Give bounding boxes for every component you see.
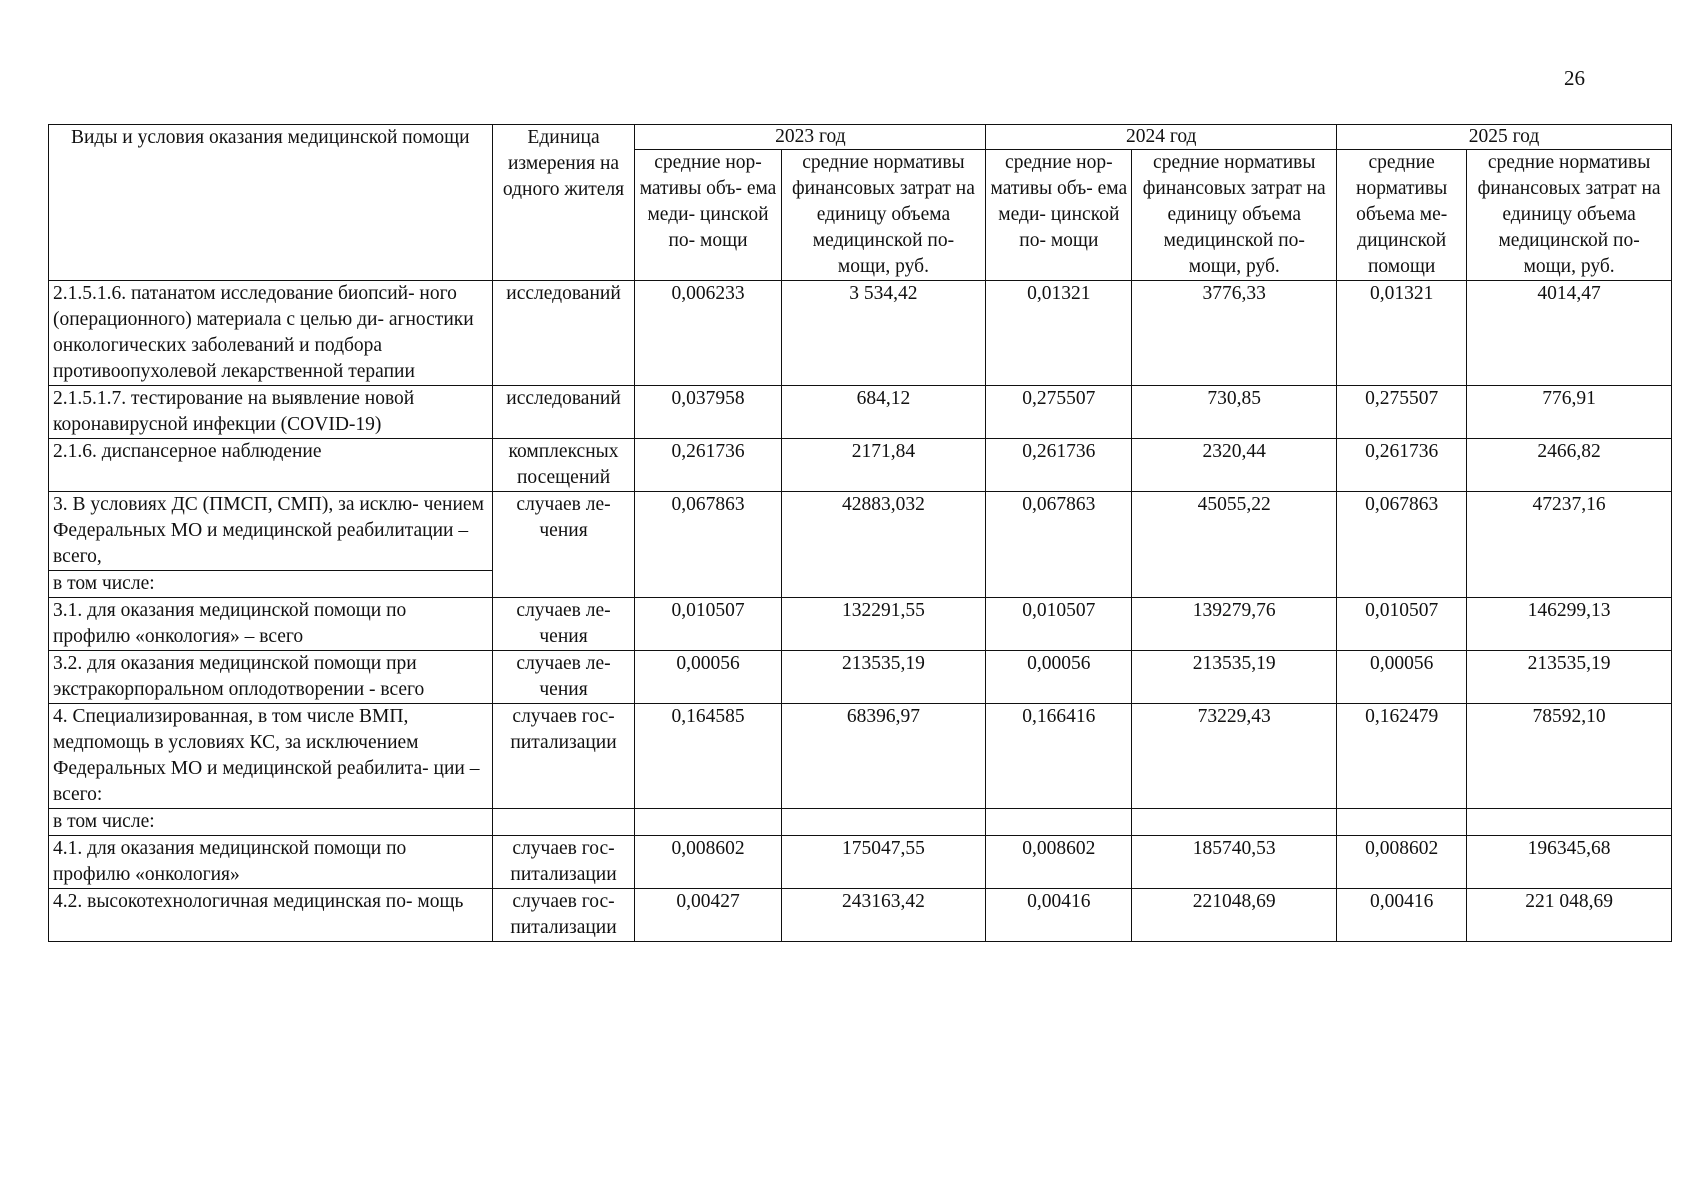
row-unit: исследований bbox=[492, 386, 635, 439]
table-row bbox=[49, 889, 1672, 942]
cell-cost-2023: 243163,42 bbox=[781, 889, 986, 942]
cell-volume-2023: 0,00427 bbox=[635, 889, 781, 942]
empty-cell bbox=[1337, 809, 1467, 836]
row-label: 2.1.5.1.6. патанатом исследование биопсий- ного (операционного) материала с целью ди- агностики онкологических заболеваний и подбора противоопухолевой лекарственной терапии bbox=[49, 281, 493, 386]
table-row bbox=[49, 651, 1672, 704]
cell-cost-2024: 73229,43 bbox=[1132, 704, 1337, 809]
table-row bbox=[49, 492, 1672, 571]
cell-volume-2025: 0,261736 bbox=[1337, 439, 1467, 492]
header-volume-2024: средние нор- мативы объ- ема меди- цинской по- мощи bbox=[986, 150, 1132, 281]
row-label: 2.1.5.1.7. тестирование на выявление новой коронавирусной инфекции (COVID-19) bbox=[49, 386, 493, 439]
empty-cell bbox=[635, 809, 781, 836]
cell-cost-2024: 185740,53 bbox=[1132, 836, 1337, 889]
cell-volume-2025: 0,067863 bbox=[1337, 492, 1467, 598]
empty-cell bbox=[492, 809, 635, 836]
table-row bbox=[49, 439, 1672, 492]
cell-volume-2025: 0,00056 bbox=[1337, 651, 1467, 704]
cell-cost-2025: 78592,10 bbox=[1467, 704, 1672, 809]
header-cost-2023: средние нормативы финансовых затрат на единицу объема медицинской по- мощи, руб. bbox=[781, 150, 986, 281]
cell-volume-2024: 0,00416 bbox=[986, 889, 1132, 942]
empty-cell bbox=[986, 809, 1132, 836]
cell-cost-2023: 175047,55 bbox=[781, 836, 986, 889]
header-cost-2025: средние нормативы финансовых затрат на единицу объема медицинской по- мощи, руб. bbox=[1467, 150, 1672, 281]
row-label: 2.1.6. диспансерное наблюдение bbox=[49, 439, 493, 492]
cell-volume-2025: 0,008602 bbox=[1337, 836, 1467, 889]
medical-standards-table bbox=[48, 124, 1672, 942]
cell-volume-2024: 0,261736 bbox=[986, 439, 1132, 492]
row-label: 4.1. для оказания медицинской помощи по профилю «онкология» bbox=[49, 836, 493, 889]
page-number: 26 bbox=[1564, 66, 1585, 90]
cell-cost-2023: 68396,97 bbox=[781, 704, 986, 809]
cell-cost-2023: 213535,19 bbox=[781, 651, 986, 704]
row-label: 3.2. для оказания медицинской помощи при экстракорпоральном оплодотворении - всего bbox=[49, 651, 493, 704]
row-label: 3.1. для оказания медицинской помощи по профилю «онкология» – всего bbox=[49, 598, 493, 651]
cell-volume-2023: 0,008602 bbox=[635, 836, 781, 889]
cell-cost-2025: 221 048,69 bbox=[1467, 889, 1672, 942]
cell-volume-2023: 0,067863 bbox=[635, 492, 781, 598]
table-row bbox=[49, 598, 1672, 651]
cell-cost-2024: 139279,76 bbox=[1132, 598, 1337, 651]
cell-volume-2025: 0,00416 bbox=[1337, 889, 1467, 942]
empty-cell bbox=[781, 809, 986, 836]
cell-volume-2024: 0,00056 bbox=[986, 651, 1132, 704]
cell-volume-2024: 0,01321 bbox=[986, 281, 1132, 386]
cell-cost-2025: 47237,16 bbox=[1467, 492, 1672, 598]
cell-cost-2023: 684,12 bbox=[781, 386, 986, 439]
cell-volume-2023: 0,037958 bbox=[635, 386, 781, 439]
cell-cost-2023: 2171,84 bbox=[781, 439, 986, 492]
header-year-2024: 2024 год bbox=[986, 125, 1337, 150]
cell-volume-2025: 0,01321 bbox=[1337, 281, 1467, 386]
cell-volume-2025: 0,275507 bbox=[1337, 386, 1467, 439]
cell-cost-2023: 132291,55 bbox=[781, 598, 986, 651]
cell-volume-2024: 0,067863 bbox=[986, 492, 1132, 598]
cell-cost-2025: 776,91 bbox=[1467, 386, 1672, 439]
row-label: в том числе: bbox=[49, 809, 493, 836]
cell-volume-2024: 0,275507 bbox=[986, 386, 1132, 439]
cell-volume-2024: 0,166416 bbox=[986, 704, 1132, 809]
header-year-2023: 2023 год bbox=[635, 125, 986, 150]
header-volume-2023: средние нор- мативы объ- ема меди- цинской по- мощи bbox=[635, 150, 781, 281]
header-volume-2025: средние нормативы объема ме- дицинской помощи bbox=[1337, 150, 1467, 281]
row-unit: случаев ле- чения bbox=[492, 651, 635, 704]
row-unit: случаев гос- питализации bbox=[492, 836, 635, 889]
row-unit: случаев ле- чения bbox=[492, 492, 635, 598]
row-unit: случаев гос- питализации bbox=[492, 704, 635, 809]
cell-volume-2023: 0,261736 bbox=[635, 439, 781, 492]
table-row bbox=[49, 386, 1672, 439]
table-row bbox=[49, 704, 1672, 809]
cell-volume-2023: 0,00056 bbox=[635, 651, 781, 704]
cell-volume-2025: 0,162479 bbox=[1337, 704, 1467, 809]
row-unit: случаев ле- чения bbox=[492, 598, 635, 651]
header-unit: Единица измерения на одного жителя bbox=[492, 125, 635, 281]
cell-cost-2023: 3 534,42 bbox=[781, 281, 986, 386]
cell-cost-2024: 2320,44 bbox=[1132, 439, 1337, 492]
row-label: 4.2. высокотехнологичная медицинская по- мощь bbox=[49, 889, 493, 942]
cell-cost-2024: 221048,69 bbox=[1132, 889, 1337, 942]
cell-cost-2025: 2466,82 bbox=[1467, 439, 1672, 492]
table-row bbox=[49, 836, 1672, 889]
header-row-years bbox=[49, 125, 1672, 150]
table-row bbox=[49, 809, 1672, 836]
row-unit: исследований bbox=[492, 281, 635, 386]
header-care-type: Виды и условия оказания медицинской помощи bbox=[49, 125, 493, 281]
empty-cell bbox=[1467, 809, 1672, 836]
cell-volume-2025: 0,010507 bbox=[1337, 598, 1467, 651]
cell-cost-2025: 196345,68 bbox=[1467, 836, 1672, 889]
header-year-2025: 2025 год bbox=[1337, 125, 1672, 150]
cell-cost-2025: 4014,47 bbox=[1467, 281, 1672, 386]
row-unit: комплексных посещений bbox=[492, 439, 635, 492]
row-sub-label: в том числе: bbox=[49, 571, 493, 598]
cell-volume-2024: 0,010507 bbox=[986, 598, 1132, 651]
cell-cost-2024: 730,85 bbox=[1132, 386, 1337, 439]
cell-cost-2024: 213535,19 bbox=[1132, 651, 1337, 704]
cell-volume-2024: 0,008602 bbox=[986, 836, 1132, 889]
cell-cost-2024: 3776,33 bbox=[1132, 281, 1337, 386]
cell-volume-2023: 0,010507 bbox=[635, 598, 781, 651]
cell-cost-2023: 42883,032 bbox=[781, 492, 986, 598]
row-label: 3. В условиях ДС (ПМСП, СМП), за исклю- чением Федеральных МО и медицинской реабилитации – всего, bbox=[49, 492, 493, 571]
cell-cost-2025: 146299,13 bbox=[1467, 598, 1672, 651]
header-cost-2024: средние нормативы финансовых затрат на единицу объема медицинской по- мощи, руб. bbox=[1132, 150, 1337, 281]
empty-cell bbox=[1132, 809, 1337, 836]
cell-volume-2023: 0,164585 bbox=[635, 704, 781, 809]
cell-volume-2023: 0,006233 bbox=[635, 281, 781, 386]
table-row bbox=[49, 281, 1672, 386]
cell-cost-2025: 213535,19 bbox=[1467, 651, 1672, 704]
row-unit: случаев гос- питализации bbox=[492, 889, 635, 942]
cell-cost-2024: 45055,22 bbox=[1132, 492, 1337, 598]
row-label: 4. Специализированная, в том числе ВМП, медпомощь в условиях КС, за исключением Федеральных МО и медицинской реабилита- ции – всего: bbox=[49, 704, 493, 809]
